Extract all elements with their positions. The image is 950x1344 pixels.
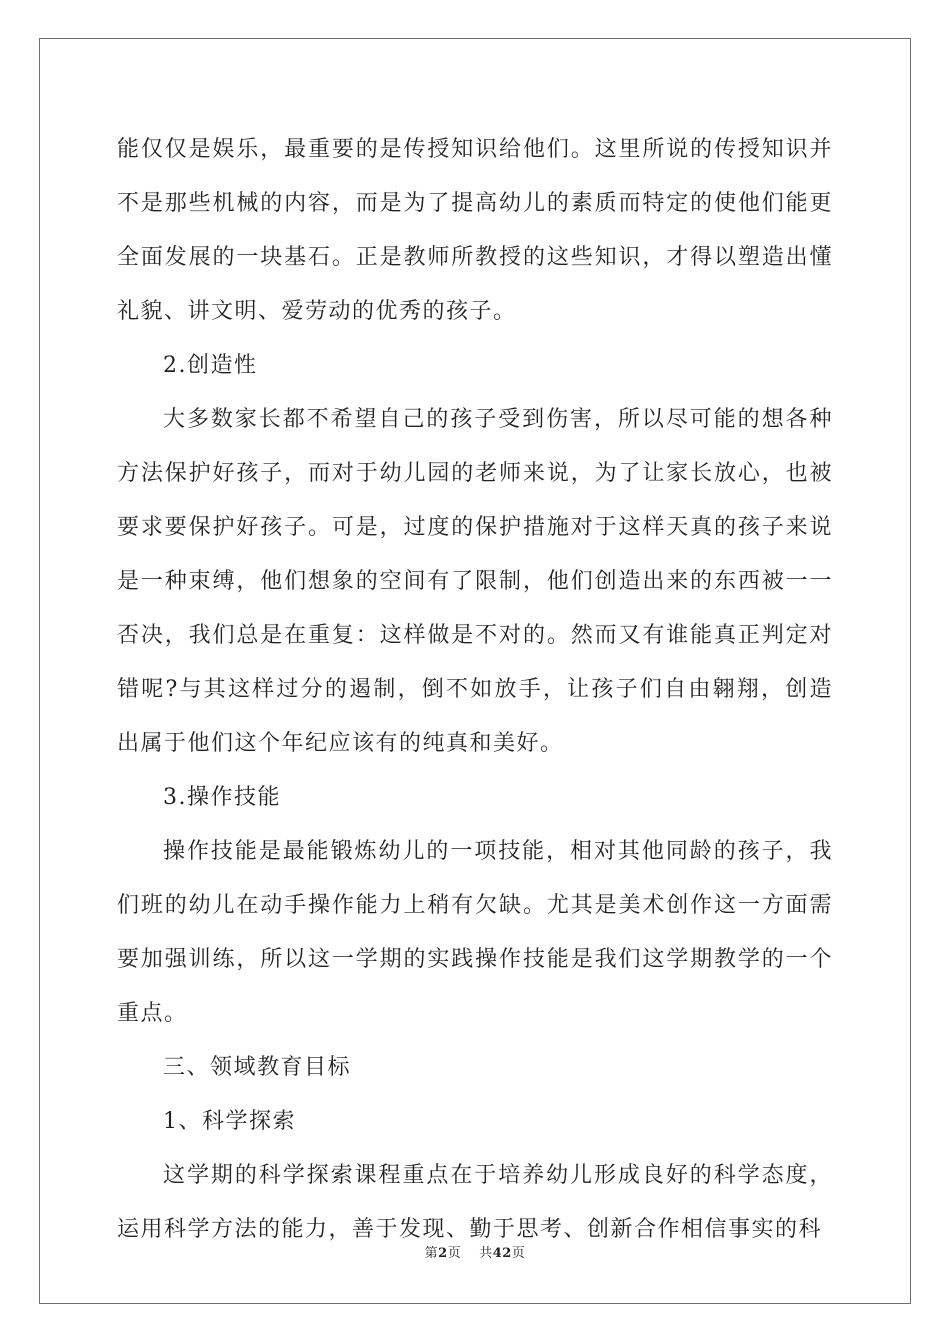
footer-prefix: 第 xyxy=(424,1246,439,1261)
paragraph-continuation: 能仅仅是娱乐，最重要的是传授知识给他们。这里所说的传授知识并不是那些机械的内容，而是为了提高幼儿的素质而特定的使他们能更全面发展的一块基石。正是教师所教授的这些知识，才得以塑造出懂礼貌、讲文明、爱劳动的优秀的孩子。 xyxy=(117,137,833,324)
document-body xyxy=(117,123,833,1257)
footer-total-prefix: 共 xyxy=(479,1246,493,1261)
heading-creativity: 2.创造性 xyxy=(163,353,258,378)
paragraph-operation-skills: 操作技能是最能锻炼幼儿的一项技能，相对其他同龄的孩子，我们班的幼儿在动手操作能力上稍有欠缺。尤其是美术创作这一方面需要加强训练，所以这一学期的实践操作技能是我们这学期教学的一个重点。 xyxy=(117,839,833,1026)
paragraph-science-exploration: 这学期的科学探索课程重点在于培养幼儿形成良好的科学态度，运用科学方法的能力，善于发现、勤于思考、创新合作相信事实的科 xyxy=(117,1163,833,1242)
footer-total-suffix: 页 xyxy=(511,1246,526,1261)
heading-operation-skills: 3.操作技能 xyxy=(163,785,281,810)
footer-page-number: 2 xyxy=(438,1246,448,1261)
heading-domain-goals: 三、领域教育目标 xyxy=(163,1055,352,1080)
footer-total-pages: 42 xyxy=(492,1246,512,1261)
heading-science-exploration: 1、科学探索 xyxy=(163,1109,296,1134)
paragraph-creativity: 大多数家长都不希望自己的孩子受到伤害，所以尽可能的想各种方法保护好孩子，而对于幼儿园的老师来说，为了让家长放心，也被要求要保护好孩子。可是，过度的保护措施对于这样天真的孩子来说是一种束缚，他们想象的空间有了限制，他们创造出来的东西被一一否决，我们总是在重复：这样做是不对的。然而又有谁能真正判定对错呢?与其这样过分的遏制，倒不如放手，让孩子们自由翱翔，创造出属于他们这个年纪应该有的纯真和美好。 xyxy=(117,407,833,756)
footer-page-suffix: 页 xyxy=(447,1246,462,1261)
page-footer xyxy=(0,1242,950,1261)
